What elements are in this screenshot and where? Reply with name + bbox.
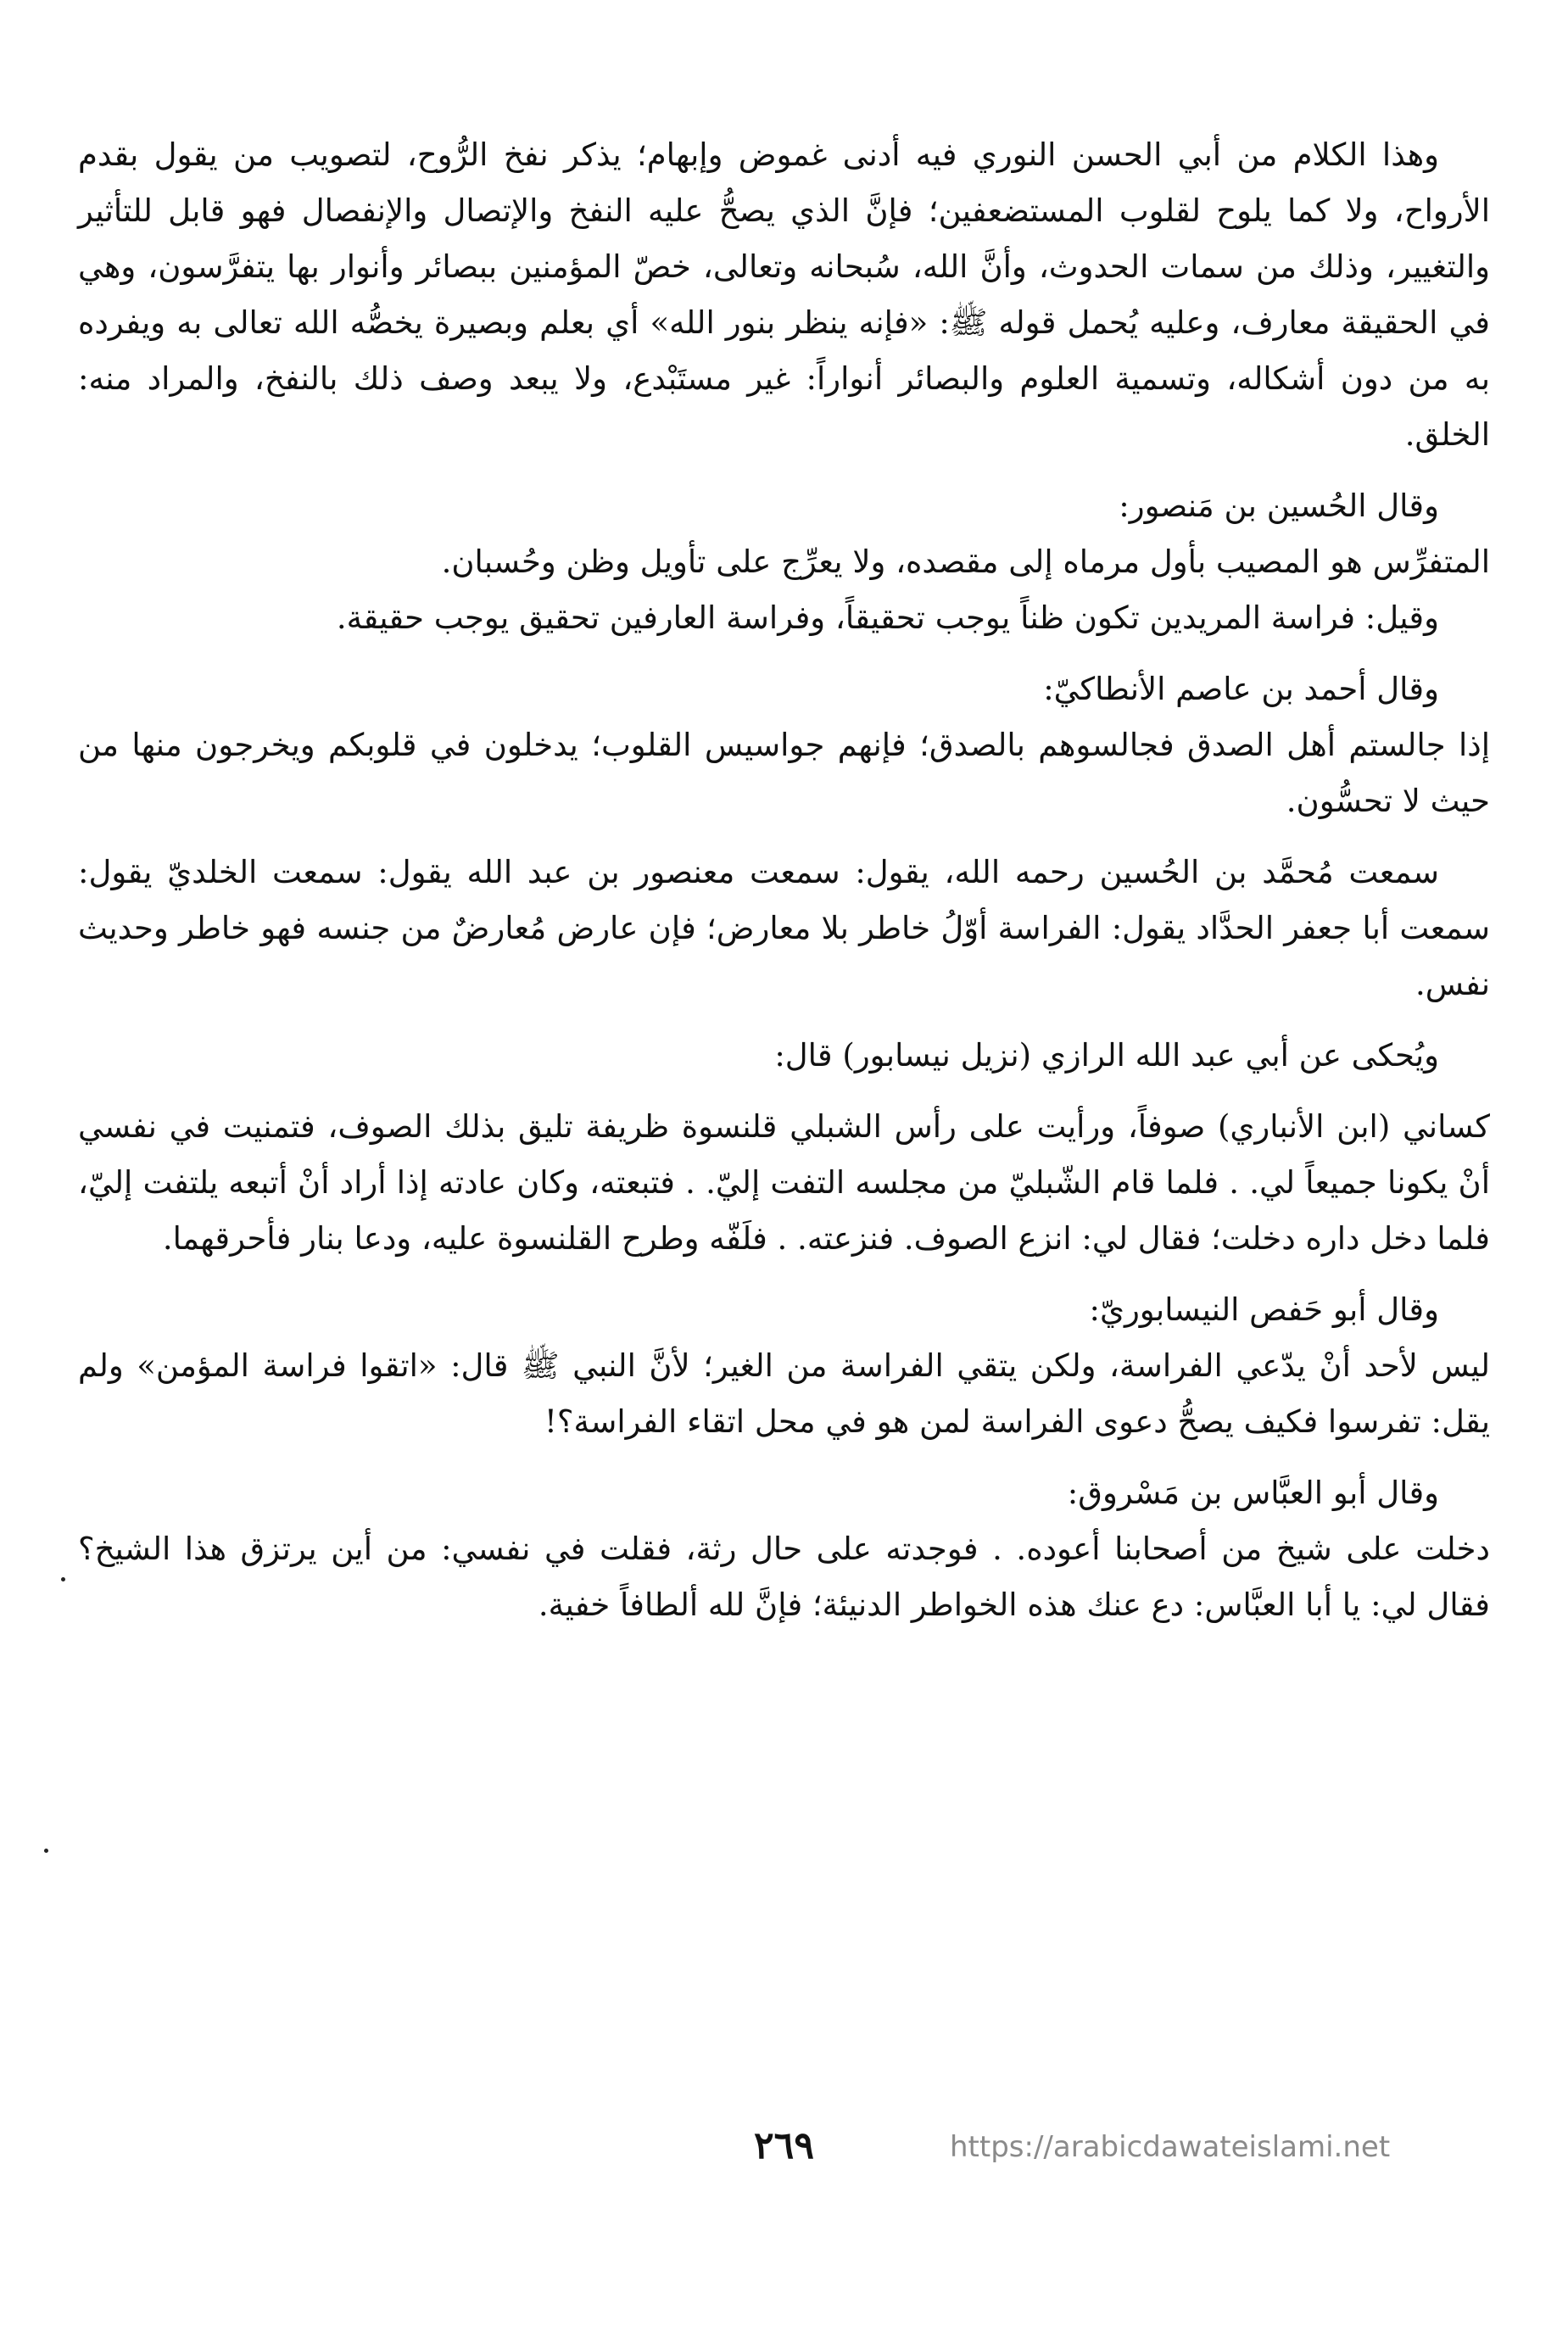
quote-abu-hafs: ليس لأحد أنْ يدّعي الفراسة، ولكن يتقي الفراسة من الغير؛ لأنَّ النبي ﷺ قال: «اتقوا فراسة المؤمن» ولم يقل: تفرسوا فكيف يصحُّ دعوى الفراسة لمن هو في محل اتقاء الفراسة؟! (78, 1347, 1490, 1440)
attribution-abu-abbas-masruq: وقال أبو العبَّاس بن مَسْروق: (1067, 1475, 1439, 1511)
paragraph-commentary: وهذا الكلام من أبي الحسن النوري فيه أدنى غموض وإبهام؛ يذكر نفخ الرُّوح، لتصويب من يقول بقدم الأرواح، ولا كما يلوح لقلوب المستضعفين؛ فإنَّ الذي يصحُّ عليه النفخ والإتصال والإنفصال فهو قابل للتأثير والتغيير، وذلك من سمات الحدوث، وأنَّ الله، سُبحانه وتعالى، خصّ المؤمنين ببصائر وأنوار بها يتفرَّسون، وهي في الحقيقة معارف، وعليه يُحمل قوله ﷺ: «فإنه ينظر بنور الله» أي بعلم وبصيرة يخصُّه الله تعالى به ويفرده به من دون أشكاله، وتسمية العلوم والبصائر أنواراً: غير مستَبْدع، ولا يبعد وصف ذلك بالنفخ، والمراد منه: الخلق. (78, 137, 1490, 453)
attribution-abu-hafs: وقال أبو حَفص النيسابوريّ: (1089, 1291, 1439, 1328)
quote-ahmad-bin-asim: إذا جالستم أهل الصدق فجالسوهم بالصدق؛ فإنهم جواسيس القلوب؛ يدخلون في قلوبكم ويخرجون منها من حيث لا تحسُّون. (78, 727, 1490, 819)
quote-abu-abbas-masruq: دخلت على شيخ من أصحابنا أعوده. . فوجدته على حال رثة، فقلت في نفسي: من أين يرتزق هذا الشيخ؟ فقال لي: يا أبا العبَّاس: دع عنك هذه الخواطر الدنيئة؛ فإنَّ لله ألطافاً خفية. (78, 1531, 1490, 1623)
scan-speck (44, 1849, 48, 1853)
page-number: ٢٦٩ (754, 2124, 814, 2167)
quote-hussein-bin-mansour: المتفرِّس هو المصيب بأول مرماه إلى مقصده، ولا يعرِّج على تأويل وظن وحُسبان. (441, 544, 1490, 580)
attribution-ahmad-bin-asim: وقال أحمد بن عاصم الأنطاكيّ: (1043, 671, 1439, 707)
scan-speck (61, 1577, 65, 1581)
attribution-hussein-bin-mansour: وقال الحُسين بن مَنصور: (1119, 488, 1439, 524)
paragraph-isnad-firasa: سمعت مُحمَّد بن الحُسين رحمه الله، يقول: سمعت معنصور بن عبد الله يقول: سمعت الخلديّ يقول: سمعت أبا جعفر الحدَّاد يقول: الفراسة أوّلُ خاطر بلا معارض؛ فإن عارض مُعارضٌ من جنسه فهو خاطر وحديث نفس. (78, 854, 1490, 1002)
paragraph-muridin-firasa: وقيل: فراسة المريدين تكون ظناً يوجب تحقيقاً، وفراسة العارفين تحقيق يوجب حقيقة. (336, 600, 1439, 636)
attribution-abu-abdullah-razi: ويُحكى عن أبي عبد الله الرازي (نزيل نيسابور) قال: (774, 1037, 1439, 1074)
watermark-url: https://arabicdawateislami.net (950, 2130, 1391, 2164)
quote-abu-abdullah-razi: كساني (ابن الأنباري) صوفاً، ورأيت على رأس الشبلي قلنسوة ظريفة تليق بذلك الصوف، فتمنيت في نفسي أنْ يكونا جميعاً لي. . فلما قام الشّبليّ من مجلسه التفت إليّ. . فتبعته، وكان عادته إذا أراد أنْ أتبعه يلتفت إليّ، فلما دخل داره دخلت؛ فقال لي: انزع الصوف. فنزعته. . فلَفّه وطرح القلنسوة عليه، ودعا بنار فأحرقهما. (78, 1108, 1490, 1257)
